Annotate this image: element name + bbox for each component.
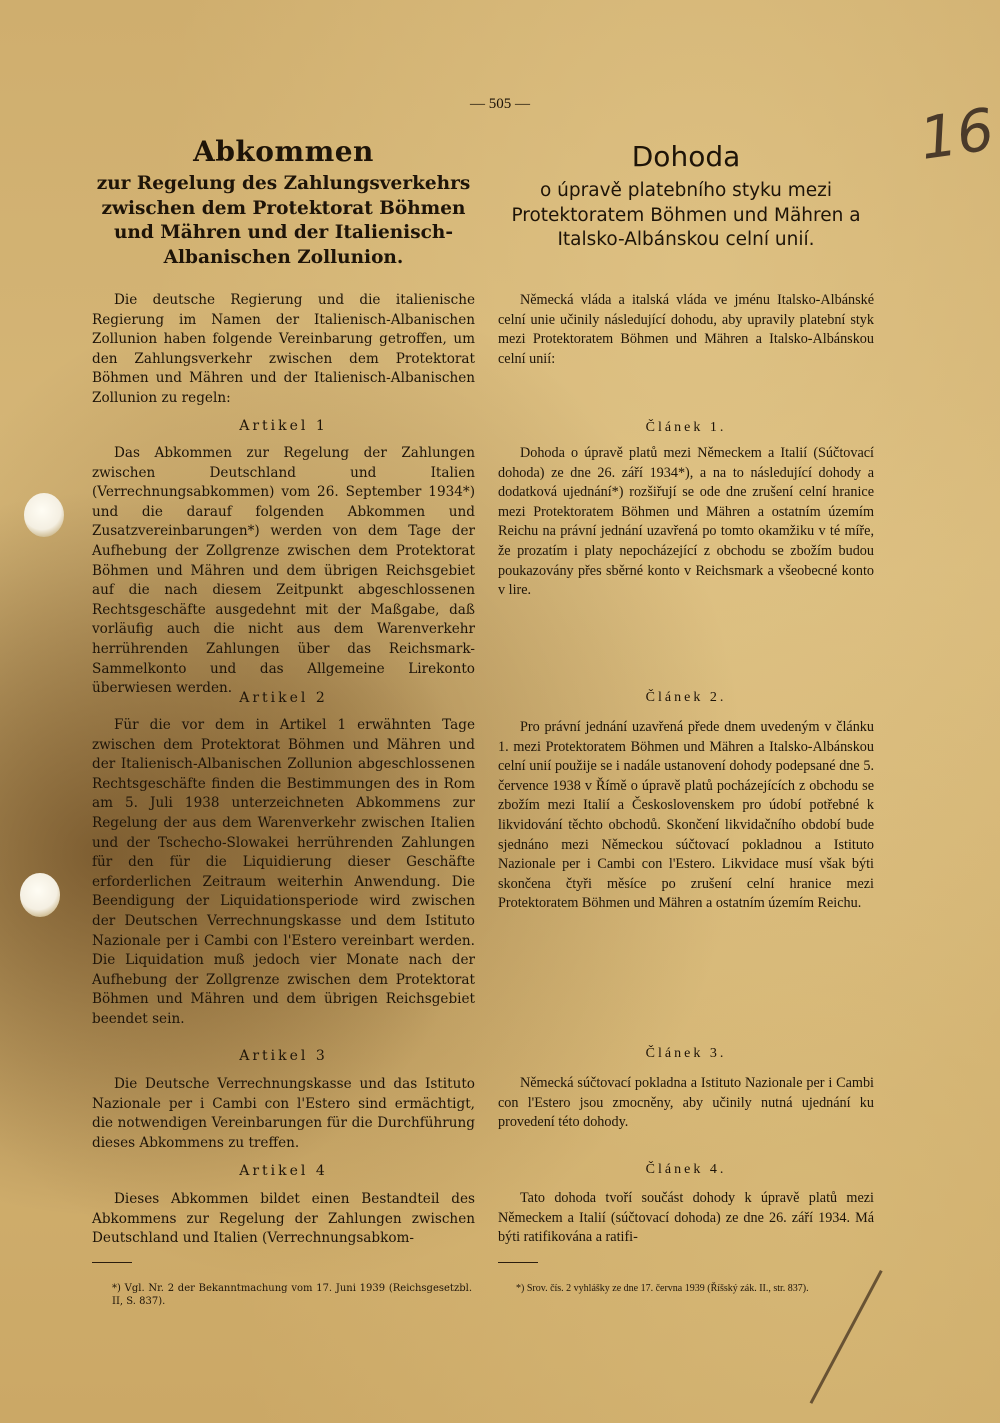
czech-article-2-text: Pro právní jednání uzavřená přede dnem uvedeným v článku 1. mezi Protektoratem Böhmen und Mähren a Italsko-Albánskou celní unií použije se i nadále ustanovení dohody podepsané dne 5. července 1938 v Římě o úpravě platů pocházejících z obchodu se zbožím mezi Italií a Československem pro údobí potřebné k likvidování těchto obchodů. Skončení likvidačního období bude sjednáno mezi Německou súčtovací pokladnou a Istituto Nazionale per i Cambi con l'Estero. Likvidace musí však býti skončena čtyři měsíce po zrušení celní hranice mezi Protektoratem Böhmen und Mähren a ostatním územím Reichu. xyxy=(498,719,874,912)
handwritten-page-mark: 16 xyxy=(915,95,999,173)
czech-preamble: Německá vláda a italská vláda ve jménu Italsko-Albánské celní unie učinily následující dohodu, aby upravily platební styk mezi Protektoratem Böhmen und Mähren a Italsko-Albánskou celní unií: xyxy=(498,292,874,367)
czech-subtitle: o úpravě platebního styku mezi Protektoratem Böhmen und Mähren a Italsko-Albánskou celní unií. xyxy=(511,180,861,250)
german-column xyxy=(92,0,475,1423)
german-footnote-rule xyxy=(92,1262,132,1263)
german-article-4-heading: Artikel 4 xyxy=(239,1163,328,1179)
german-article-2-heading: Artikel 2 xyxy=(239,690,328,706)
german-subtitle: zur Regelung des Zahlungsverkehrs zwischen dem Protektorat Böhmen und Mähren und der Italienisch-Albanischen Zollunion. xyxy=(96,173,471,268)
czech-article-3-heading: Článek 3. xyxy=(645,1046,727,1061)
czech-title: Dohoda xyxy=(631,140,741,173)
czech-article-1-text: Dohoda o úpravě platů mezi Německem a Italií (Súčtovací dohoda) ze dne 26. září 1934*), a na to následující dohody a dodatková ujednání*) rozšiřují se ode dne zrušení celní hranice mezi Protektoratem Böhmen und Mähren a ostatním územím Reichu na právní jednání uzavřená po tomto okamžiku v té míře, že prozatím i platy nepocházející z obchodu se zbožím budou poukazovány přes sběrné konto v Reichsmark a všeobecné konto v lire. xyxy=(498,445,874,599)
czech-article-4-text: Tato dohoda tvoří součást dohody k úpravě platů mezi Německem a Italií (súčtovací dohoda) ze dne 26. září 1934. Má býti ratifikována a ratifi- xyxy=(498,1190,874,1246)
german-article-1-heading: Artikel 1 xyxy=(239,418,328,434)
german-footnote: *) Vgl. Nr. 2 der Bekanntmachung vom 17. Juni 1939 (Reichsgesetzbl. II, S. 837). xyxy=(112,1283,472,1307)
german-title: Abkommen xyxy=(193,135,374,168)
czech-footnote: *) Srov. čís. 2 vyhlášky ze dne 17. června 1939 (Říšský zák. II., str. 837). xyxy=(516,1283,809,1294)
czech-column xyxy=(498,0,874,1423)
czech-article-4-heading: Článek 4. xyxy=(645,1162,727,1177)
german-article-4-text: Dieses Abkommen bildet einen Bestandteil des Abkommens zur Regelung der Zahlungen zwischen Deutschland und Italien (Verrechnungsabkom- xyxy=(92,1191,475,1247)
page-number: — 505 — xyxy=(470,96,530,112)
czech-article-3-text: Německá súčtovací pokladna a Istituto Nazionale per i Cambi con l'Estero jsou zmocněny, aby učinily nutná ujednání ku provedení této dohody. xyxy=(498,1075,874,1131)
german-preamble: Die deutsche Regierung und die italienische Regierung im Namen der Italienisch-Albanischen Zollunion haben folgende Vereinbarung getroffen, um den Zahlungsverkehr zwischen dem Protektorat Böhmen und Mähren und der Italienisch-Albanischen Zollunion zu regeln: xyxy=(92,292,475,406)
german-article-3-heading: Artikel 3 xyxy=(239,1048,328,1064)
czech-footnote-rule xyxy=(498,1262,538,1263)
german-article-1-text: Das Abkommen zur Regelung der Zahlungen zwischen Deutschland und Italien (Verrechnungsabkommen) vom 26. September 1934*) und die darauf folgenden Abkommen und Zusatzvereinbarungen*) werden von dem Tage der Aufhebung der Zollgrenze zwischen dem Protektorat Böhmen und Mähren und dem übrigen Reichsgebiet auf die nach diesem Zeitpunkt abgeschlossenen Rechtsgeschäfte ausgedehnt mit der Maßgabe, daß vorläufig auch die nicht aus dem Warenverkehr herrührenden Zahlungen über das Reichsmark-Sammelkonto und das Allgemeine Lirekonto überwiesen werden. xyxy=(92,445,475,697)
czech-article-2-heading: Článek 2. xyxy=(645,690,727,705)
czech-article-1-heading: Článek 1. xyxy=(645,420,727,435)
german-article-3-text: Die Deutsche Verrechnungskasse und das Istituto Nazionale per i Cambi con l'Estero sind ermächtigt, die notwendigen Vereinbarungen für die Durchführung dieses Abkommens zu treffen. xyxy=(92,1076,475,1151)
punch-hole-bottom xyxy=(20,873,60,917)
german-article-2-text: Für die vor dem in Artikel 1 erwähnten Tage zwischen dem Protektorat Böhmen und Mähren und der Italienisch-Albanischen Zollunion abgeschlossenen Rechtsgeschäfte finden die Bestimmungen des in Rom am 5. Juli 1938 unterzeichneten Abkommens zur Regelung der aus dem Warenverkehr zwischen Italien und der Tschecho-Slowakei herrührenden Zahlungen für den für die Liquidierung dieser Geschäfte erforderlichen Zeitraum weiterhin Anwendung. Die Beendigung der Liquidationsperiode wird zwischen der Deutschen Verrechnungskasse und dem Istituto Nazionale per i Cambi con l'Estero vereinbart werden. Die Liquidation muß jedoch vier Monate nach der Aufhebung der Zollgrenze zwischen dem Protektorat Böhmen und Mähren und dem übrigen Reichsgebiet beendet sein. xyxy=(92,717,475,1027)
punch-hole-top xyxy=(24,493,64,537)
